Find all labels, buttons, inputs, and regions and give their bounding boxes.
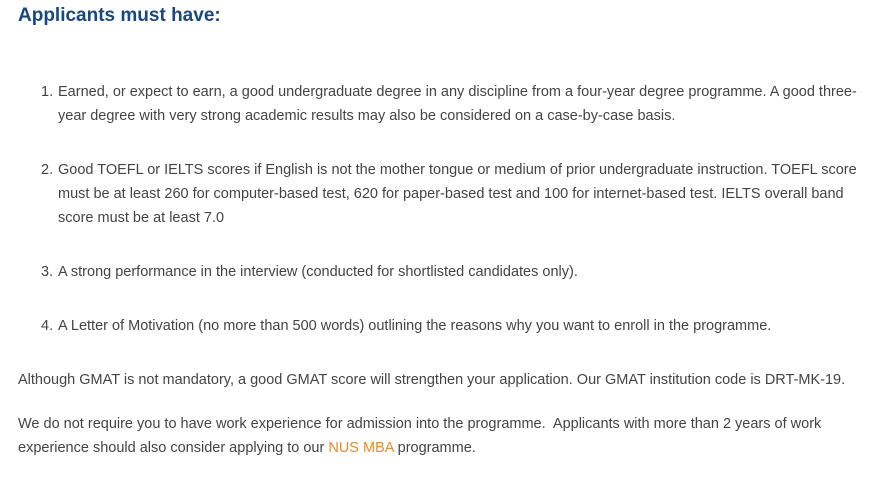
work-experience-note	[18, 412, 868, 460]
nus-mba-link[interactable]: NUS MBA	[328, 440, 394, 456]
requirement-text: Earned, or expect to earn, a good undergraduate degree in any discipline from a four-year degree programme. A good three-year degree with very strong academic results may also be considered on a case-by-case basis.	[58, 84, 857, 124]
requirement-text: Good TOEFL or IELTS scores if English is not the mother tongue or medium of prior undergraduate instruction. TOEFL score must be at least 260 for computer-based test, 620 for paper-based test and 100 for internet-based test. IELTS overall band score must be at least 7.0	[58, 162, 857, 226]
work-note-text-end: programme.	[393, 440, 476, 456]
section-heading: Applicants must have:	[18, 5, 221, 26]
requirement-text: A strong performance in the interview (conducted for shortlisted candidates only).	[58, 264, 578, 280]
requirement-item	[0, 314, 876, 338]
gmat-note: Although GMAT is not mandatory, a good GMAT score will strengthen your application. Our GMAT institution code is DRT-MK-19.	[18, 372, 846, 388]
requirement-number: 4.	[41, 318, 54, 334]
requirement-item	[0, 158, 876, 230]
work-note-text: We do not require you to have work experience for admission into the programme. Applicants with more than 2 years of work experience should also consider applying to our	[18, 416, 822, 456]
requirement-number: 2.	[41, 162, 54, 178]
requirement-text: A Letter of Motivation (no more than 500 words) outlining the reasons why you want to enroll in the programme.	[58, 318, 772, 334]
requirement-number: 1.	[41, 84, 54, 100]
requirement-item	[0, 80, 876, 128]
requirements-list	[0, 80, 876, 368]
requirement-number: 3.	[41, 264, 54, 280]
requirement-item	[0, 260, 876, 284]
